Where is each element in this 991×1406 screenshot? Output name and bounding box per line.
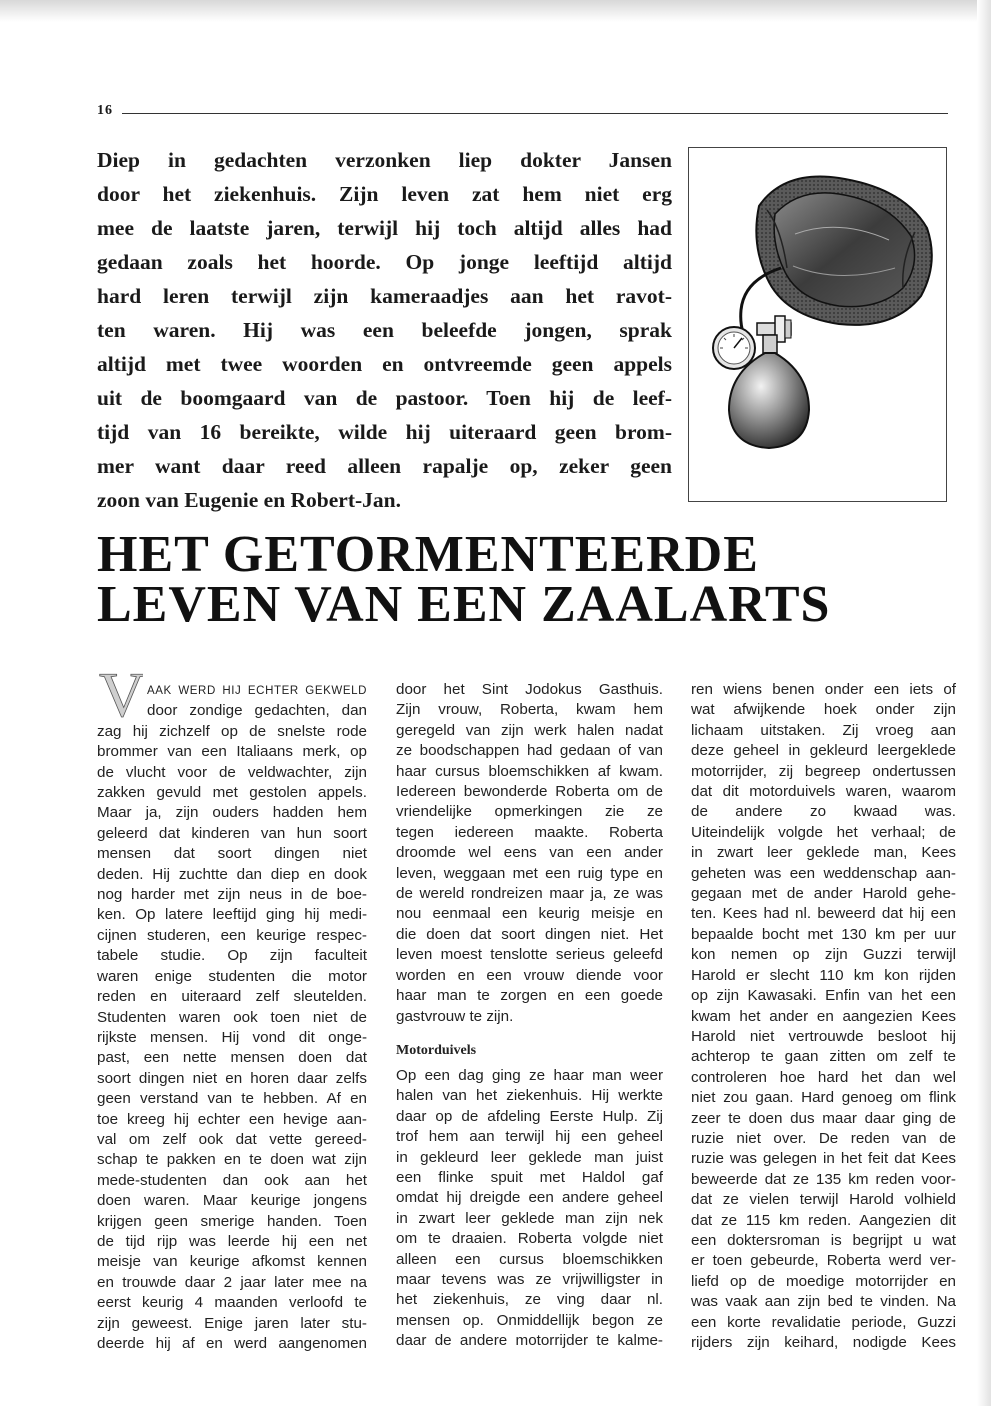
intro-paragraph bbox=[97, 143, 672, 517]
column-line: maar tevens was ze vrijwilligster in bbox=[396, 1270, 663, 1288]
column-line: ren wiens benen onder een iets of bbox=[691, 681, 956, 698]
column-line: ken. Op latere leeftijd ging hij medi- bbox=[97, 906, 367, 924]
intro-line: tijd van 16 bereikte, wilde hij uiteraard geen brom- bbox=[97, 420, 672, 444]
column-line: mensen dat soort dingen niet bbox=[97, 845, 367, 863]
column-line: geleerd dat kinderen van hun soort bbox=[97, 824, 367, 842]
column-line: deden. Hij zuchtte dan diep en dook bbox=[97, 865, 367, 883]
column-line: vriendelijke opmerkingen zie ze bbox=[396, 803, 663, 821]
intro-line: mer want daar reed alleen rapalje op, zeker geen bbox=[97, 454, 672, 478]
column-line: past, een nette mensen doen dat bbox=[97, 1049, 367, 1067]
column-line: reden en uiteraard zelf sleutelden. bbox=[97, 988, 367, 1006]
intro-line: ten waren. Hij was een beleefde jongen, sprak bbox=[97, 318, 672, 342]
column-line: kon nemen op zijn Guzzi terwijl bbox=[691, 946, 956, 964]
column-line: de wereld rondreizen maar ja, ze was bbox=[396, 885, 663, 903]
column-line: de vlucht voor de veldwachter, zijn bbox=[97, 763, 367, 781]
column-line: haar cursus bloemschikken af kwam. bbox=[396, 762, 663, 780]
column-line: Uiteindelijk volgde het verhaal; de bbox=[691, 823, 956, 841]
intro-line: door het ziekenhuis. Zijn leven zat hem niet erg bbox=[97, 182, 672, 206]
column-line: in gekleurd leer geklede man juist bbox=[396, 1148, 663, 1166]
column-line: doen waren. Maar keurige jongens bbox=[97, 1192, 367, 1210]
column-line: dat ze vielen terwijl Harold volhield bbox=[691, 1191, 956, 1209]
column-line bbox=[97, 680, 367, 701]
column-line: geregeld van zijn werk halen nadat bbox=[396, 721, 663, 739]
column-line: cijnen studeren, een keurige respec- bbox=[97, 926, 367, 944]
column-line: was vaak aan zijn bed te vinden. Na bbox=[691, 1293, 956, 1311]
illustration-frame bbox=[688, 147, 947, 502]
column-line: in zwart leer geklede man zijn nek bbox=[396, 1209, 663, 1227]
column-line: worden en een vrouw diende voor bbox=[396, 966, 663, 984]
column-line: eerst keurig 4 maanden verloofd te bbox=[97, 1294, 367, 1312]
column-line: ruzie niet over. De reden van de bbox=[691, 1129, 956, 1147]
column-line: om te draaien. Roberta volgde niet bbox=[396, 1230, 663, 1248]
dropcap-text: V bbox=[99, 664, 143, 722]
column-line: Studenten waren ook toen niet de bbox=[97, 1008, 367, 1026]
column-line: dat dit motorduivels waren, waarom bbox=[691, 783, 956, 801]
column-line: ten. Kees had nl. beweerd dat hij een bbox=[691, 905, 956, 923]
column-line: mensen op. Onmiddellijk begon ze bbox=[396, 1311, 663, 1329]
column-line: alleen een cursus bloemschikken bbox=[396, 1250, 663, 1268]
column-line: rijkste mensen. Hij vond dit onge- bbox=[97, 1028, 367, 1046]
column-line: kwam het ander en aangezien Kees bbox=[691, 1007, 956, 1025]
column-line: mede-studenten dan ook aan het bbox=[97, 1171, 367, 1189]
column-line: waren enige studenten die motor bbox=[97, 967, 367, 985]
column-line: wat afwijkende hoek onder zijn bbox=[691, 701, 956, 719]
column-line: tabele studie. Op zijn faculteit bbox=[97, 947, 367, 965]
column-line: soort dingen niet en horen daar zelfs bbox=[97, 1069, 367, 1087]
column-line: in zwart leer geklede man, Kees bbox=[691, 844, 956, 862]
scan-top-edge bbox=[0, 0, 991, 22]
article-column-2 bbox=[396, 680, 663, 1352]
article-column-1 bbox=[97, 680, 367, 1354]
column-line: een flinke spuit met Haldol gaf bbox=[396, 1168, 663, 1186]
column-line: bepaalde bocht met 130 km per uur bbox=[691, 925, 956, 943]
blood-pressure-cuff-icon bbox=[689, 148, 946, 501]
column-line: controleren hoe hard het dan wel bbox=[691, 1068, 956, 1086]
headline-line: HET GETORMENTEERDE bbox=[97, 526, 759, 583]
column-line: omdat hij dreigde een andere geheel bbox=[396, 1189, 663, 1207]
column-line: Op een dag ging ze haar man weer bbox=[396, 1066, 663, 1084]
column-line: leven moest tenslotte serieus geleefd bbox=[396, 946, 663, 964]
column-line: schap te pakken en te doen wat zijn bbox=[97, 1151, 367, 1169]
column-line: niet zou gaan. Hard genoeg om flink bbox=[691, 1089, 956, 1107]
column-line: geen verstand van te hebben. Af en bbox=[97, 1090, 367, 1108]
intro-line: zoon van Eugenie en Robert-Jan. bbox=[97, 488, 401, 512]
column-line: trof hem aan terwijl hij een geheel bbox=[396, 1128, 663, 1146]
intro-line: gedaan zoals het hoorde. Op jonge leeftijd altijd bbox=[97, 250, 672, 274]
column-line: haar man te zorgen en een goede bbox=[396, 987, 663, 1005]
column-line: een korte revalidatie periode, Guzzi bbox=[691, 1313, 956, 1331]
column-line: Harold er slecht 110 km kon rijden bbox=[691, 966, 956, 984]
column-line: Zijn vrouw, Roberta, kwam hem bbox=[396, 701, 663, 719]
column-line: achterop te gaan zitten om zelf te bbox=[691, 1048, 956, 1066]
column-line: tegen iedereen maakte. Roberta bbox=[396, 823, 663, 841]
column-line: door zondige gedachten, dan bbox=[147, 702, 367, 720]
header-rule bbox=[122, 113, 948, 114]
scan-right-edge bbox=[977, 0, 991, 1406]
column-line: daar op de afdeling Eerste Hulp. Zij bbox=[396, 1107, 663, 1125]
column-line: brommer van een Italiaans merk, op bbox=[97, 743, 367, 761]
column-line: zijn geweest. Enige jaren later stu- bbox=[97, 1314, 367, 1332]
section-subheading: Motorduivels bbox=[396, 1042, 477, 1058]
column-line: zakken gevuld met gestolen appels. bbox=[97, 784, 367, 802]
column-line: val om zelf ook dat vette gereed- bbox=[97, 1130, 367, 1148]
column-line: gegaan met de ander Harold gehe- bbox=[691, 885, 956, 903]
column-line: Maar ja, zijn ouders hadden hem bbox=[97, 804, 367, 822]
column-line: Iedereen bewonderde Roberta om de bbox=[396, 783, 663, 801]
column-line: er toen gebeurde, Roberta werd ver- bbox=[691, 1252, 956, 1270]
intro-line: mee de laatste jaren, terwijl hij toch altijd alles had bbox=[97, 216, 672, 240]
column-line: de andere zo kwaad was. bbox=[691, 803, 956, 821]
column-line: daar de andere motorrijder te kalme- bbox=[396, 1332, 663, 1350]
column-line: door het Sint Jodokus Gasthuis. bbox=[396, 681, 663, 698]
column-line: deerde hij af en werd aangenomen bbox=[97, 1335, 367, 1352]
column-line: halen van het ziekenhuis. Hij werkte bbox=[396, 1087, 663, 1105]
intro-line: altijd met twee woorden en ontvreemde geen appels bbox=[97, 352, 672, 376]
column-line: liefd op de moedige motorrijder en bbox=[691, 1272, 956, 1290]
column-line: rijders zijn keihard, nodigde Kees bbox=[691, 1334, 956, 1351]
opening-smallcaps: AAK WERD HIJ ECHTER GEKWELD bbox=[147, 685, 367, 697]
article-headline bbox=[97, 526, 957, 633]
column-line: die doen dat soort dingen niet. Het bbox=[396, 925, 663, 943]
column-line: de tijd rijp was leerde hij een net bbox=[97, 1232, 367, 1250]
column-line: motorrijder, zij begreep ondertussen bbox=[691, 762, 956, 780]
column-line: beweerde dat ze 135 km reden voor- bbox=[691, 1170, 956, 1188]
intro-line: uit de boomgaard van de pastoor. Toen hij de leef- bbox=[97, 386, 672, 410]
column-line: geheten was een weddenschap aan- bbox=[691, 864, 956, 882]
column-line: nog harder met zijn neus in de boe- bbox=[97, 886, 367, 904]
intro-line: hard leren terwijl zijn kameraadjes aan het ravot- bbox=[97, 284, 672, 308]
intro-line: Diep in gedachten verzonken liep dokter Jansen bbox=[97, 148, 672, 172]
column-line: krijgen geen smerige handen. Toen bbox=[97, 1212, 367, 1230]
column-line: meisje van keurige afkomst kennen bbox=[97, 1253, 367, 1271]
column-line: ruzie was gelegen in het feit dat Kees bbox=[691, 1150, 956, 1168]
column-line: toe kreeg hij echter een hevige aan- bbox=[97, 1110, 367, 1128]
headline-line: LEVEN VAN EEN ZAALARTS bbox=[97, 576, 831, 633]
column-line: op zijn Kawasaki. Enfin van het een bbox=[691, 987, 956, 1005]
column-line: dat ze 115 km reden. Aangezien dit bbox=[691, 1211, 956, 1229]
column-line: lichaam uitstaken. Zij vroeg aan bbox=[691, 721, 956, 739]
column-line: en trouwde daar 2 jaar later mee na bbox=[97, 1273, 367, 1291]
column-line: gastvrouw te zijn. bbox=[396, 1007, 514, 1025]
column-line: deze geheel in gekleurd leergeklede bbox=[691, 742, 956, 760]
column-line: ze boodschappen had gedaan of van bbox=[396, 742, 663, 760]
article-column-3 bbox=[691, 680, 956, 1353]
page-number: 16 bbox=[97, 103, 113, 118]
column-line: zeer te doen dus maar daar ging de bbox=[691, 1109, 956, 1127]
column-line: een doktersroman is begrijpt u wat bbox=[691, 1231, 956, 1249]
column-line: het ziekenhuis, ze ving daar nl. bbox=[396, 1291, 663, 1309]
column-line: nou eenmaal een keurig meisje en bbox=[396, 905, 663, 923]
column-line: leven, weggaan met een ruig type en bbox=[396, 864, 663, 882]
column-line: Harold niet vertrouwde besloot hij bbox=[691, 1027, 956, 1045]
column-line: zag hij zichzelf op de snelste rode bbox=[97, 722, 367, 740]
column-line: droomde wel eens van een ander bbox=[396, 844, 663, 862]
